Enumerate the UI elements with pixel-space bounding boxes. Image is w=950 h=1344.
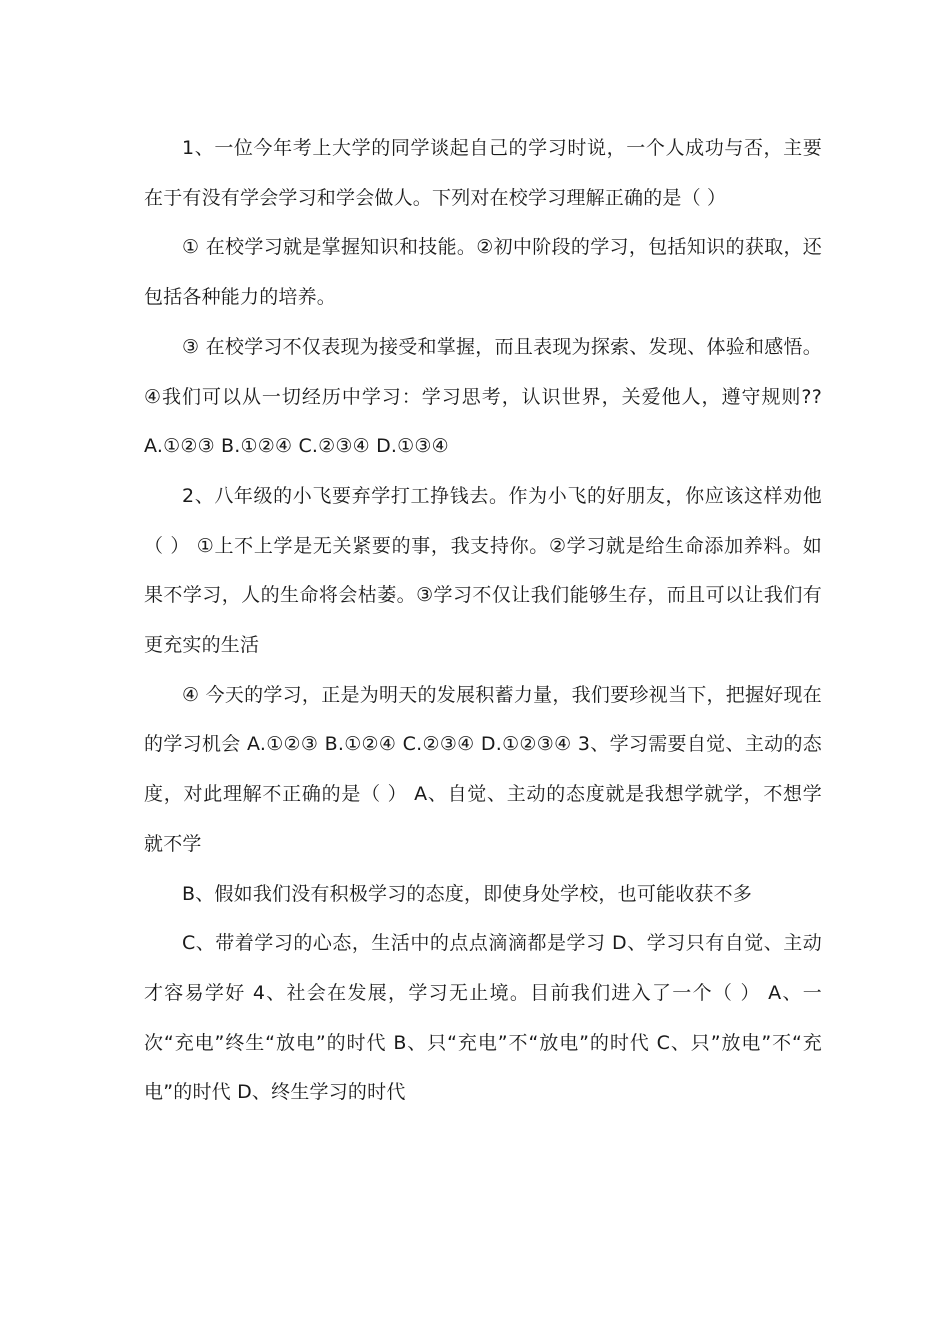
question-1-statements-a: ① 在校学习就是掌握知识和技能。②初中阶段的学习，包括知识的获取，还包括各种能力的培养。 xyxy=(144,236,822,309)
question-3-options-and-question-4: C、带着学习的心态，生活中的点点滴滴都是学习 D、学习只有自觉、主动才容易学好 4、社会在发展，学习无止境。目前我们进入了一个（ ） A、一次“充电”终生“放电”的时代 B、只“充电”不“放电”的时代 C、只”放电”不“充电”的时代 D、终生学习的时代 xyxy=(144,932,822,1104)
question-2-stem: 2、八年级的小飞要弃学打工挣钱去。作为小飞的好朋友，你应该这样劝他（ ） ①上不上学是无关紧要的事，我支持你。②学习就是给生命添加养料。如果不学习，人的生命将会枯萎。③学习不仅让我们能够生存，而且可以让我们有更充实的生活 xyxy=(144,484,822,657)
question-1-stem: 1、一位今年考上大学的同学谈起自己的学习时说，一个人成功与否，主要在于有没有学会学习和学会做人。下列对在校学习理解正确的是（ ） xyxy=(144,137,822,209)
document-body xyxy=(144,124,822,1118)
question-1-statements-b: ③ 在校学习不仅表现为接受和掌握，而且表现为探索、发现、体验和感悟。 ④我们可以从一切经历中学习：学习思考，认识世界，关爱他人，遵守规则?? A.①②③ B.①②④ C.②③④ D.①③④ xyxy=(144,335,822,458)
question-2-statement-and-question-3: ④ 今天的学习，正是为明天的发展积蓄力量，我们要珍视当下，把握好现在的学习机会 A.①②③ B.①②④ C.②③④ D.①②③④ 3、学习需要自觉、主动的态度，对此理解不正确的是（ ） A、自觉、主动的态度就是我想学就学，不想学就不学 xyxy=(144,683,822,855)
question-3-option-b: B、假如我们没有积极学习的态度，即使身处学校，也可能收获不多 xyxy=(182,882,753,905)
